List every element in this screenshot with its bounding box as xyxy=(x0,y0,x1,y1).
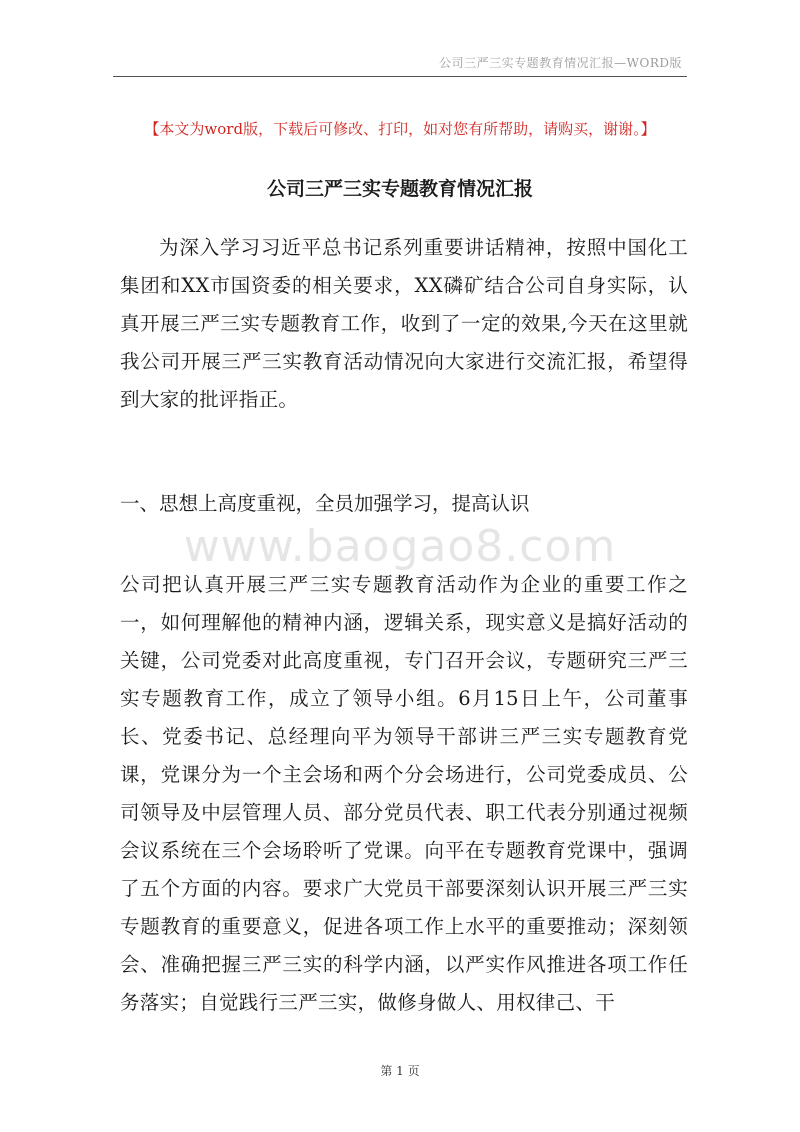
header-divider xyxy=(113,76,687,77)
section-heading: 一、思想上高度重视，全员加强学习，提高认识 xyxy=(120,492,530,515)
document-title: 公司三严三实专题教育情况汇报 xyxy=(266,178,533,200)
download-notice: 【本文为word版，下载后可修改、打印，如对您有所帮助，请购买，谢谢。】 xyxy=(144,120,656,138)
watermark: www.baogao8.com xyxy=(183,521,617,572)
running-header: 公司三严三实专题教育情况汇报—WORD版 xyxy=(439,56,682,70)
body-paragraph: 公司把认真开展三严三实专题教育活动作为企业的重要工作之一，如何理解他的精神内涵，逻辑关系，现实意义是搞好活动的关键，公司党委对此高度重视，专门召开会议，专题研究三严三实专题教育工作，成立了领导小组。6月15日上午，公司董事长、党委书记、总经理向平为领导干部讲三严三实专题教育党课，党课分为一个主会场和两个分会场进行，公司党委成员、公司领导及中层管理人员、部分党员代表、职工代表分别通过视频会议系统在三个会场聆听了党课。向平在专题教育党课中，强调了五个方面的内容。要求广大党员干部要深刻认识开展三严三实专题教育的重要意义，促进各项工作上水平的重要推动；深刻领会、准确把握三严三实的科学内涵，以严实作风推进各项工作任务落实；自觉践行三严三实，做修身做人、用权律己、干 xyxy=(120,573,688,1014)
page-number: 第 1 页 xyxy=(380,1064,420,1078)
intro-paragraph: 为深入学习习近平总书记系列重要讲话精神，按照中国化工集团和XX市国资委的相关要求，XX磷矿结合公司自身实际，认真开展三严三实专题教育工作，收到了一定的效果,今天在这里就我公司开展三严三实教育活动情况向大家进行交流汇报，希望得到大家的批评指正。 xyxy=(120,236,688,411)
